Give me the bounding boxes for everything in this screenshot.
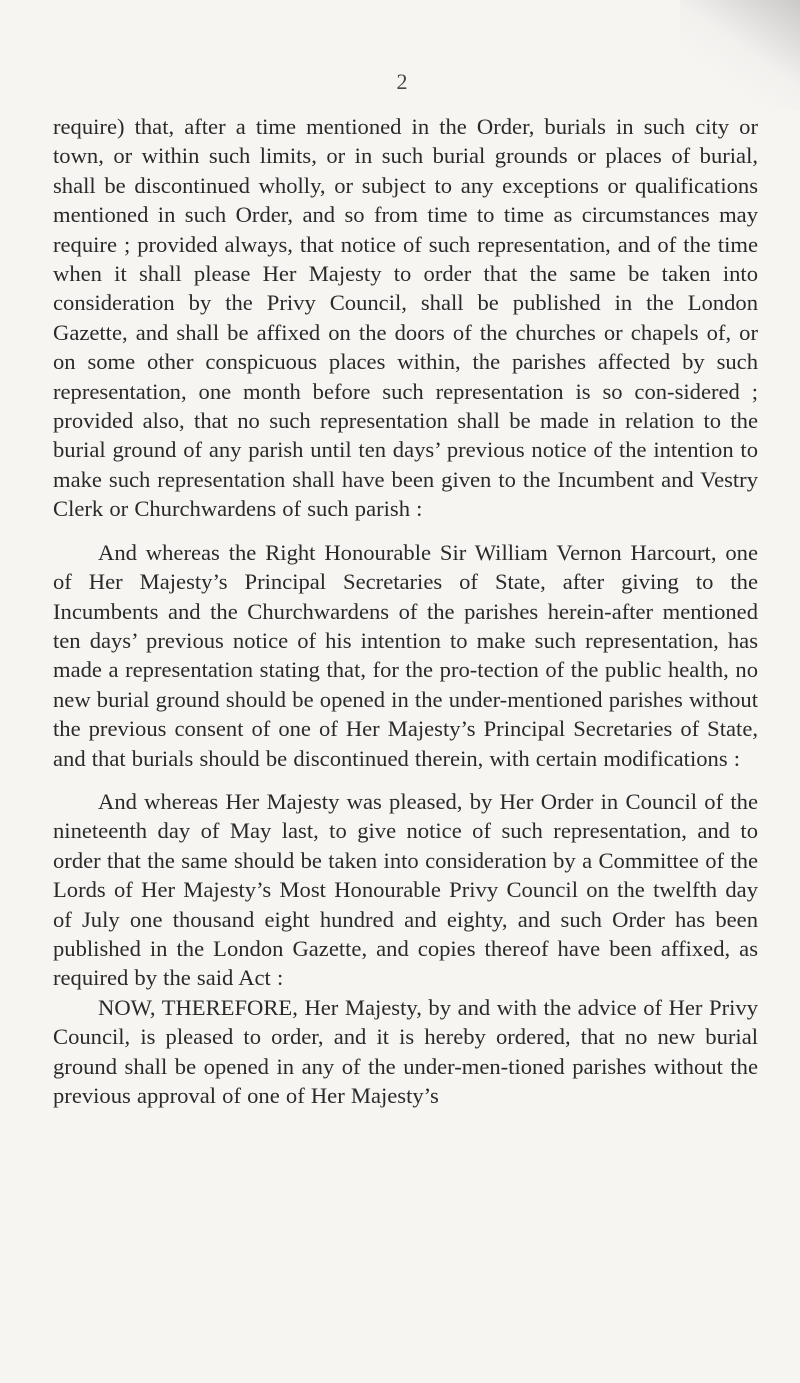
paragraph-now-therefore: NOW, THEREFORE, Her Majesty, by and with the advice of Her Privy Council, is pleased to order, and it is hereby ordered, that no new burial ground shall be opened in any of the under-men-tioned parishes without the previous approval of one of Her Majesty’s: [53, 994, 758, 1108]
page-number: 2: [396, 69, 408, 94]
paragraph-continuation: require) that, after a time mentioned in the Order, burials in such city or town, or within such limits, or in such burial grounds or places of burial, shall be discontinued wholly, or subject to any exceptions or qualifications mentioned in such Order, and so from time to time as circumstances may require ; provided always, that notice of such representation, and of the time when it shall please Her Majesty to order that the same be taken into consideration by the Privy Council, shall be published in the London Gazette, and shall be affixed on the doors of the churches or chapels of, or on some other conspicuous places within, the parishes affected by such representation, one month before such representation is so con-sidered ; provided also, that no such representation shall be made in relation to the burial ground of any parish until ten days’ previous notice of the intention to make such representation shall have been given to the Incumbent and Vestry Clerk or Churchwardens of such parish :: [53, 114, 758, 522]
document-body: [53, 112, 758, 1110]
paragraph-whereas-harcourt: And whereas the Right Honourable Sir William Vernon Harcourt, one of Her Majesty’s Principal Secretaries of State, after giving to the Incumbents and the Churchwardens of the parishes herein-after mentioned ten days’ previous notice of his intention to make such representation, has made a representation stating that, for the pro-tection of the public health, no new burial ground should be opened in the under-mentioned parishes without the previous consent of one of Her Majesty’s Principal Secretaries of State, and that burials should be discontinued therein, with certain modifications :: [53, 539, 758, 771]
page-corner-shadow: [680, 0, 800, 110]
paragraph-whereas-order-in-council: And whereas Her Majesty was pleased, by Her Order in Council of the nineteenth day of May last, to give notice of such representation, and to order that the same should be taken into consideration by a Committee of the Lords of Her Majesty’s Most Honourable Privy Council on the twelfth day of July one thousand eight hundred and eighty, and such Order has been published in the London Gazette, and copies thereof have been affixed, as required by the said Act :: [53, 788, 758, 991]
